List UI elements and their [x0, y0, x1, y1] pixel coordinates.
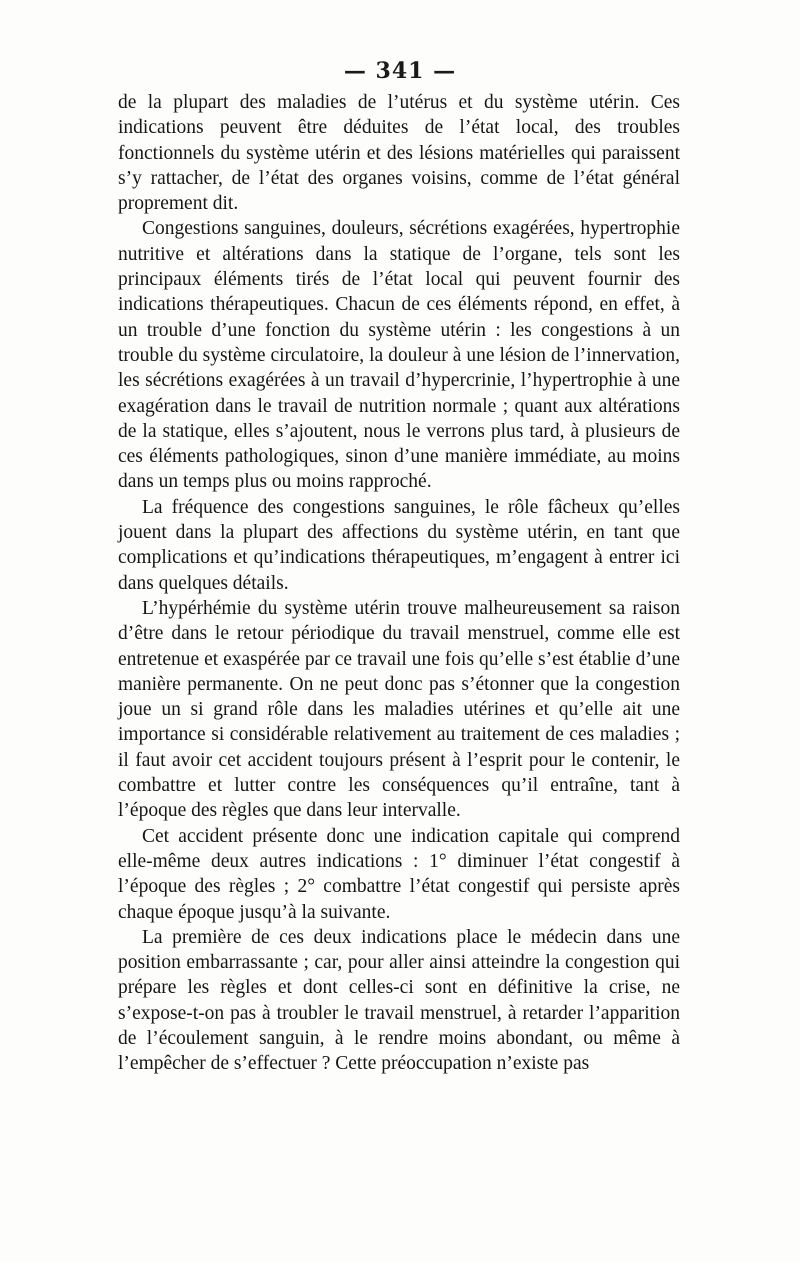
paragraph-5: Cet accident présente donc une indication capitale qui comprend elle-même deux autres indications : 1° diminuer l’état congestif à l’époque des règles ; 2° combattre l’état congestif qui persiste après chaque époque jusqu’à la suivante. [118, 825, 680, 923]
paragraph-4: L’hypérhémie du système utérin trouve malheureusement sa raison d’être dans le retour périodique du travail menstruel, comme elle est entretenue et exaspérée par ce travail une fois qu’elle s’est établie d’une manière permanente. On ne peut donc pas s’étonner que la congestion joue un si grand rôle dans les maladies utérines et qu’elle ait une importance si considérable relativement au traitement de ces maladies ; il faut avoir cet accident toujours présent à l’esprit pour le contenir, le combattre et lutter contre les conséquences qu’il entraîne, tant à l’époque des règles que dans leur intervalle. [118, 597, 680, 822]
paragraph-1: de la plupart des maladies de l’utérus et du système utérin. Ces indications peuvent être déduites de l’état local, des troubles fonctionnels du système utérin et des lésions matérielles qui paraissent s’y rattacher, de l’état des organes voisins, comme de l’état général proprement dit. [118, 92, 680, 215]
body-text [118, 90, 680, 1077]
paragraph-2: Congestions sanguines, douleurs, sécrétions exagérées, hypertrophie nutritive et altérations dans la statique de l’organe, tels sont les principaux éléments tirés de l’état local qui peuvent fournir des indications thérapeutiques. Chacun de ces éléments répond, en effet, à un trouble d’une fonction du système utérin : les congestions à un trouble du système circulatoire, la douleur à une lésion de l’innervation, les sécrétions exagérées à un travail d’hypercrinie, l’hypertrophie à une exagération dans le travail de nutrition normale ; quant aux altérations de la statique, elles s’ajoutent, nous le verrons plus tard, à plusieurs de ces éléments pathologiques, sinon d’une manière immédiate, au moins dans un temps plus ou moins rapproché. [118, 218, 680, 493]
paragraph-6: La première de ces deux indications place le médecin dans une position embarrassante ; car, pour aller ainsi atteindre la congestion qui prépare les règles et dont celles-ci sont en définitive la crise, ne s’expose-t-on pas à troubler le travail menstruel, à retarder l’apparition de l’écoulement sanguin, à le rendre moins abondant, ou même à l’empêcher de s’effectuer ? Cette préoccupation n’existe pas [118, 926, 680, 1075]
page-number: — 341 — [343, 58, 457, 84]
paragraph-3: La fréquence des congestions sanguines, le rôle fâcheux qu’elles jouent dans la plupart des affections du système utérin, en tant que complications et qu’indications thérapeutiques, m’engagent à entrer ici dans quelques détails. [118, 496, 680, 594]
